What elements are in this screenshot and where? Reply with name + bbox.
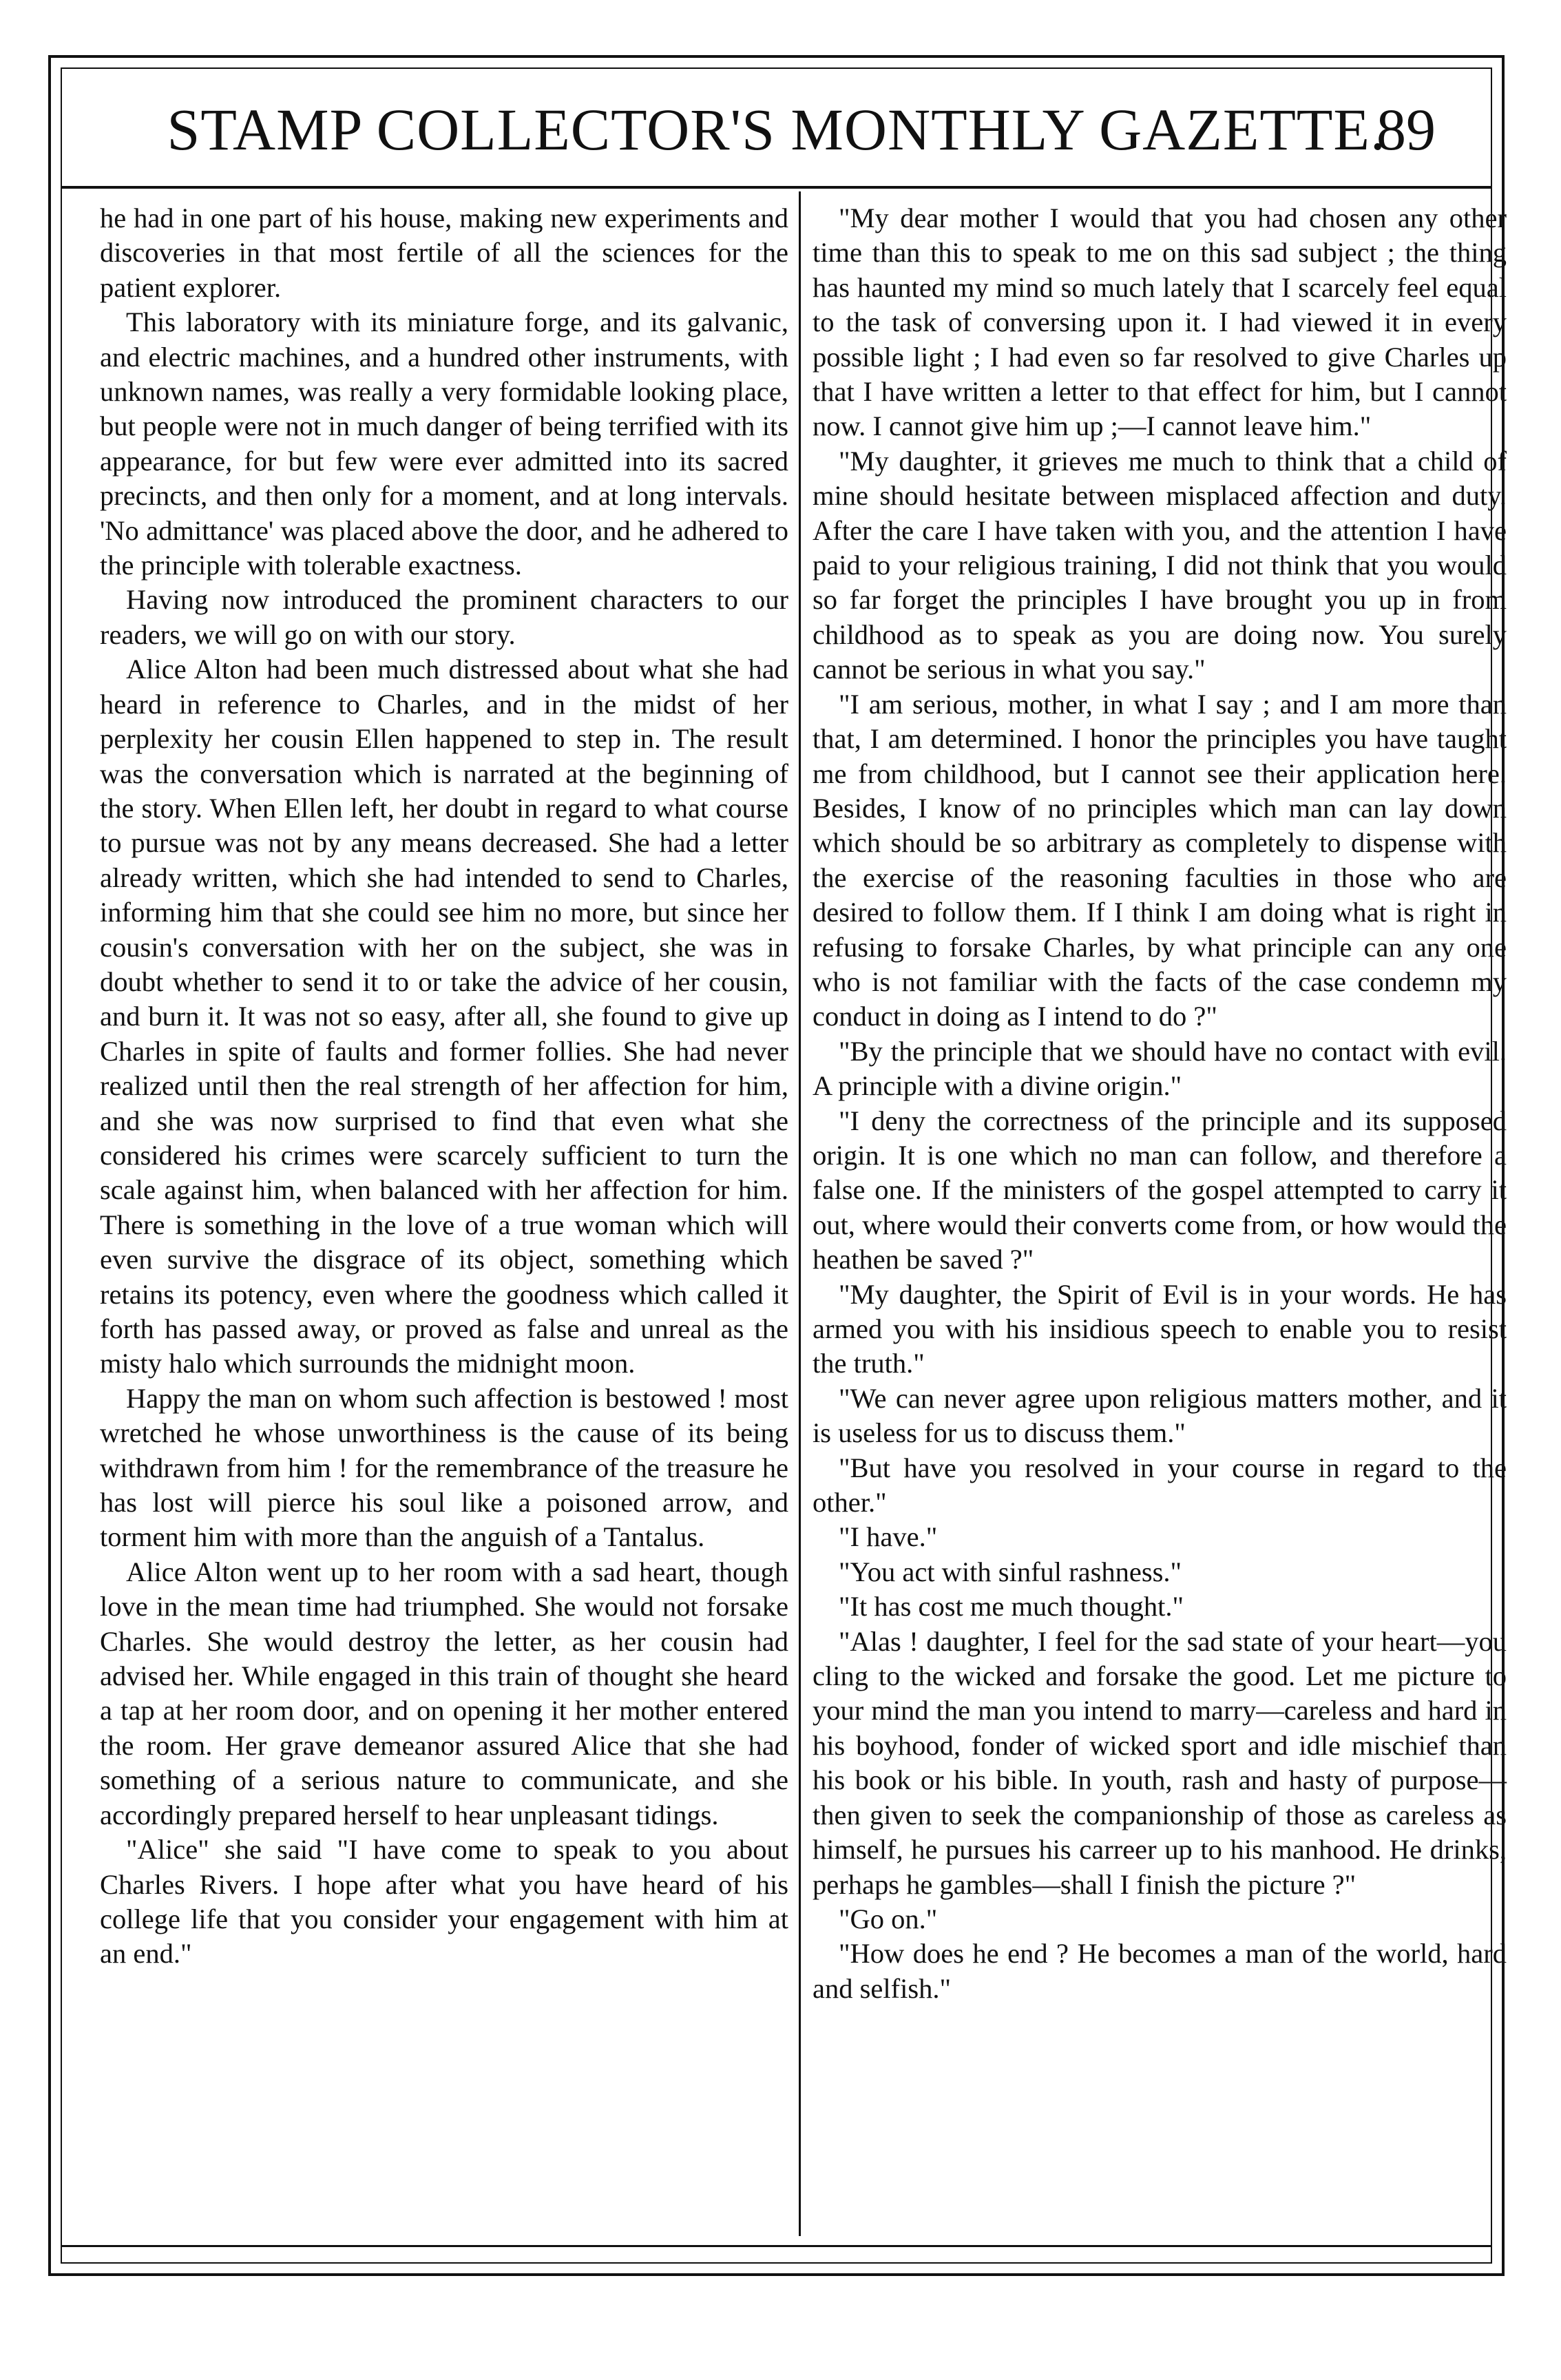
paragraph: "My daughter, it grieves me much to think that a child of mine should hesitate between misplaced affection and duty. After the care I have taken with you, and the attention I have paid to your religious training, I did not think that you would so far forget the principles I have brought you up in from childhood as to speak as you are doing now. You surely cannot be serious in what you say." (813, 445, 1507, 685)
paragraph: "I am serious, mother, in what I say ; and I am more than that, I am determined. I honor the principles you have taught me from childhood, but I cannot see their application here. Besides, I know of no principles which man can lay down which should be so arbitrary as completely to dispense with the exercise of the reasoning faculties in those who are desired to follow them. If I think I am doing what is right in refusing to forsake Charles, by what principle can any one who is not familiar with the facts of the case condemn my conduct in doing as I intend to do ?" (813, 688, 1507, 1032)
paragraph: "How does he end ? He becomes a man of the world, hard and selfish." (813, 1938, 1507, 2004)
paragraph: "By the principle that we should have no contact with evil. A principle with a divine origin." (813, 1035, 1507, 1102)
bottom-rule (62, 2245, 1491, 2247)
periodical-title: STAMP COLLECTOR'S MONTHLY GAZETTE. (167, 96, 1386, 163)
paragraph: "But have you resolved in your course in regard to the other." (813, 1452, 1507, 1518)
paragraph: Alice Alton went up to her room with a sad heart, though love in the mean time had triumphed. She would not forsake Charles. She would destroy the letter, as her cousin had advised her. While engaged in this train of thought she heard a tap at her room door, and on opening it her mother entered the room. Her grave demeanor assured Alice that she had something of a serious nature to communicate, and she accordingly prepared herself to hear unpleasant tidings. (100, 1556, 788, 1830)
left-column (100, 201, 788, 2242)
paragraph: "You act with sinful rashness." (839, 1556, 1182, 1587)
right-column (813, 201, 1507, 2242)
paragraph: Happy the man on whom such affection is bestowed ! most wretched he whose unworthiness is the cause of its being withdrawn from him ! for the remembrance of the treasure he has lost will pierce his soul like a poisoned arrow, and torment him with more than the anguish of a Tantalus. (100, 1382, 788, 1553)
paragraph: "Alice" she said "I have come to speak to you about Charles Rivers. I hope after what you have heard of his college life that you consider your engagement with him at an end." (100, 1834, 788, 1970)
page-number: 89 (1376, 96, 1436, 163)
paragraph: This laboratory with its miniature forge, and its galvanic, and electric machines, and a hundred other instruments, with unknown names, was really a very formidable looking place, but people were not in much danger of being terrified with its appearance, for but few were ever admitted into its sacred precincts, and then only for a moment, and at long intervals. 'No admittance' was placed above the door, and he adhered to the principle with tolerable exactness. (100, 306, 788, 581)
paragraph: "My daughter, the Spirit of Evil is in your words. He has armed you with his insidious speech to enable you to resist the truth." (813, 1278, 1507, 1379)
paragraph: Alice Alton had been much distressed about what she had heard in reference to Charles, and in the midst of her perplexity her cousin Ellen happened to step in. The result was the conversation which is narrated at the beginning of the story. When Ellen left, her doubt in regard to what course to pursue was not by any means decreased. She had a letter already written, which she had intended to send to Charles, informing him that she could see him no more, but since her cousin's conversation with her on the subject, she was in doubt whether to send it to or take the advice of her cousin, and burn it. It was not so easy, after all, she found to give up Charles in spite of faults and former follies. She had never realized until then the real strength of her affection for him, and she was now surprised to find that even what she considered his crimes were scarcely sufficient to turn the scale against him, when balanced with her affection for him. There is something in the love of a true woman which will even survive the disgrace of its object, something which retains its potency, even where the goodness which called it forth has passed away, or proved as false and unreal as the misty halo which surrounds the midnight moon. (100, 654, 788, 1379)
page-frame (48, 55, 1505, 2276)
paragraph: "We can never agree upon religious matters mother, and it is useless for us to discuss them." (813, 1382, 1507, 1449)
paragraph: "Go on." (839, 1903, 938, 1934)
paragraph: "It has cost me much thought." (839, 1591, 1184, 1622)
page-inner-frame (61, 67, 1507, 2264)
column-divider (799, 191, 801, 2236)
paragraph: "I have." (839, 1521, 938, 1553)
masthead (62, 69, 1491, 189)
paragraph: he had in one part of his house, making new experiments and discoveries in that most fertile of all the sciences for the patient explorer. (100, 202, 788, 303)
paragraph: "Alas ! daughter, I feel for the sad state of your heart—you cling to the wicked and forsake the good. Let me picture to your mind the man you intend to marry—careless and hard in his boyhood, fonder of wicked sport and idle mischief than his book or his bible. In youth, rash and hasty of purpose—then given to seek the companionship of those as careless as himself, he pursues his carreer up to his manhood. He drinks, perhaps he gambles—shall I finish the picture ?" (813, 1625, 1507, 1900)
paragraph: "I deny the correctness of the principle and its supposed origin. It is one which no man can follow, and therefore a false one. If the ministers of the gospel attempted to carry it out, where would their converts come from, or how would the heathen be saved ?" (813, 1105, 1507, 1275)
text-columns (62, 191, 1507, 2242)
paragraph: Having now introduced the prominent characters to our readers, we will go on with our story. (100, 584, 788, 650)
paragraph: "My dear mother I would that you had chosen any other time than this to speak to me on this sad subject ; the thing has haunted my mind so much lately that I scarcely feel equal to the task of conversing upon it. I had viewed it in every possible light ; I had even so far resolved to give Charles up that I have written a letter to that effect for him, but I cannot now. I cannot give him up ;—I cannot leave him." (813, 202, 1507, 442)
